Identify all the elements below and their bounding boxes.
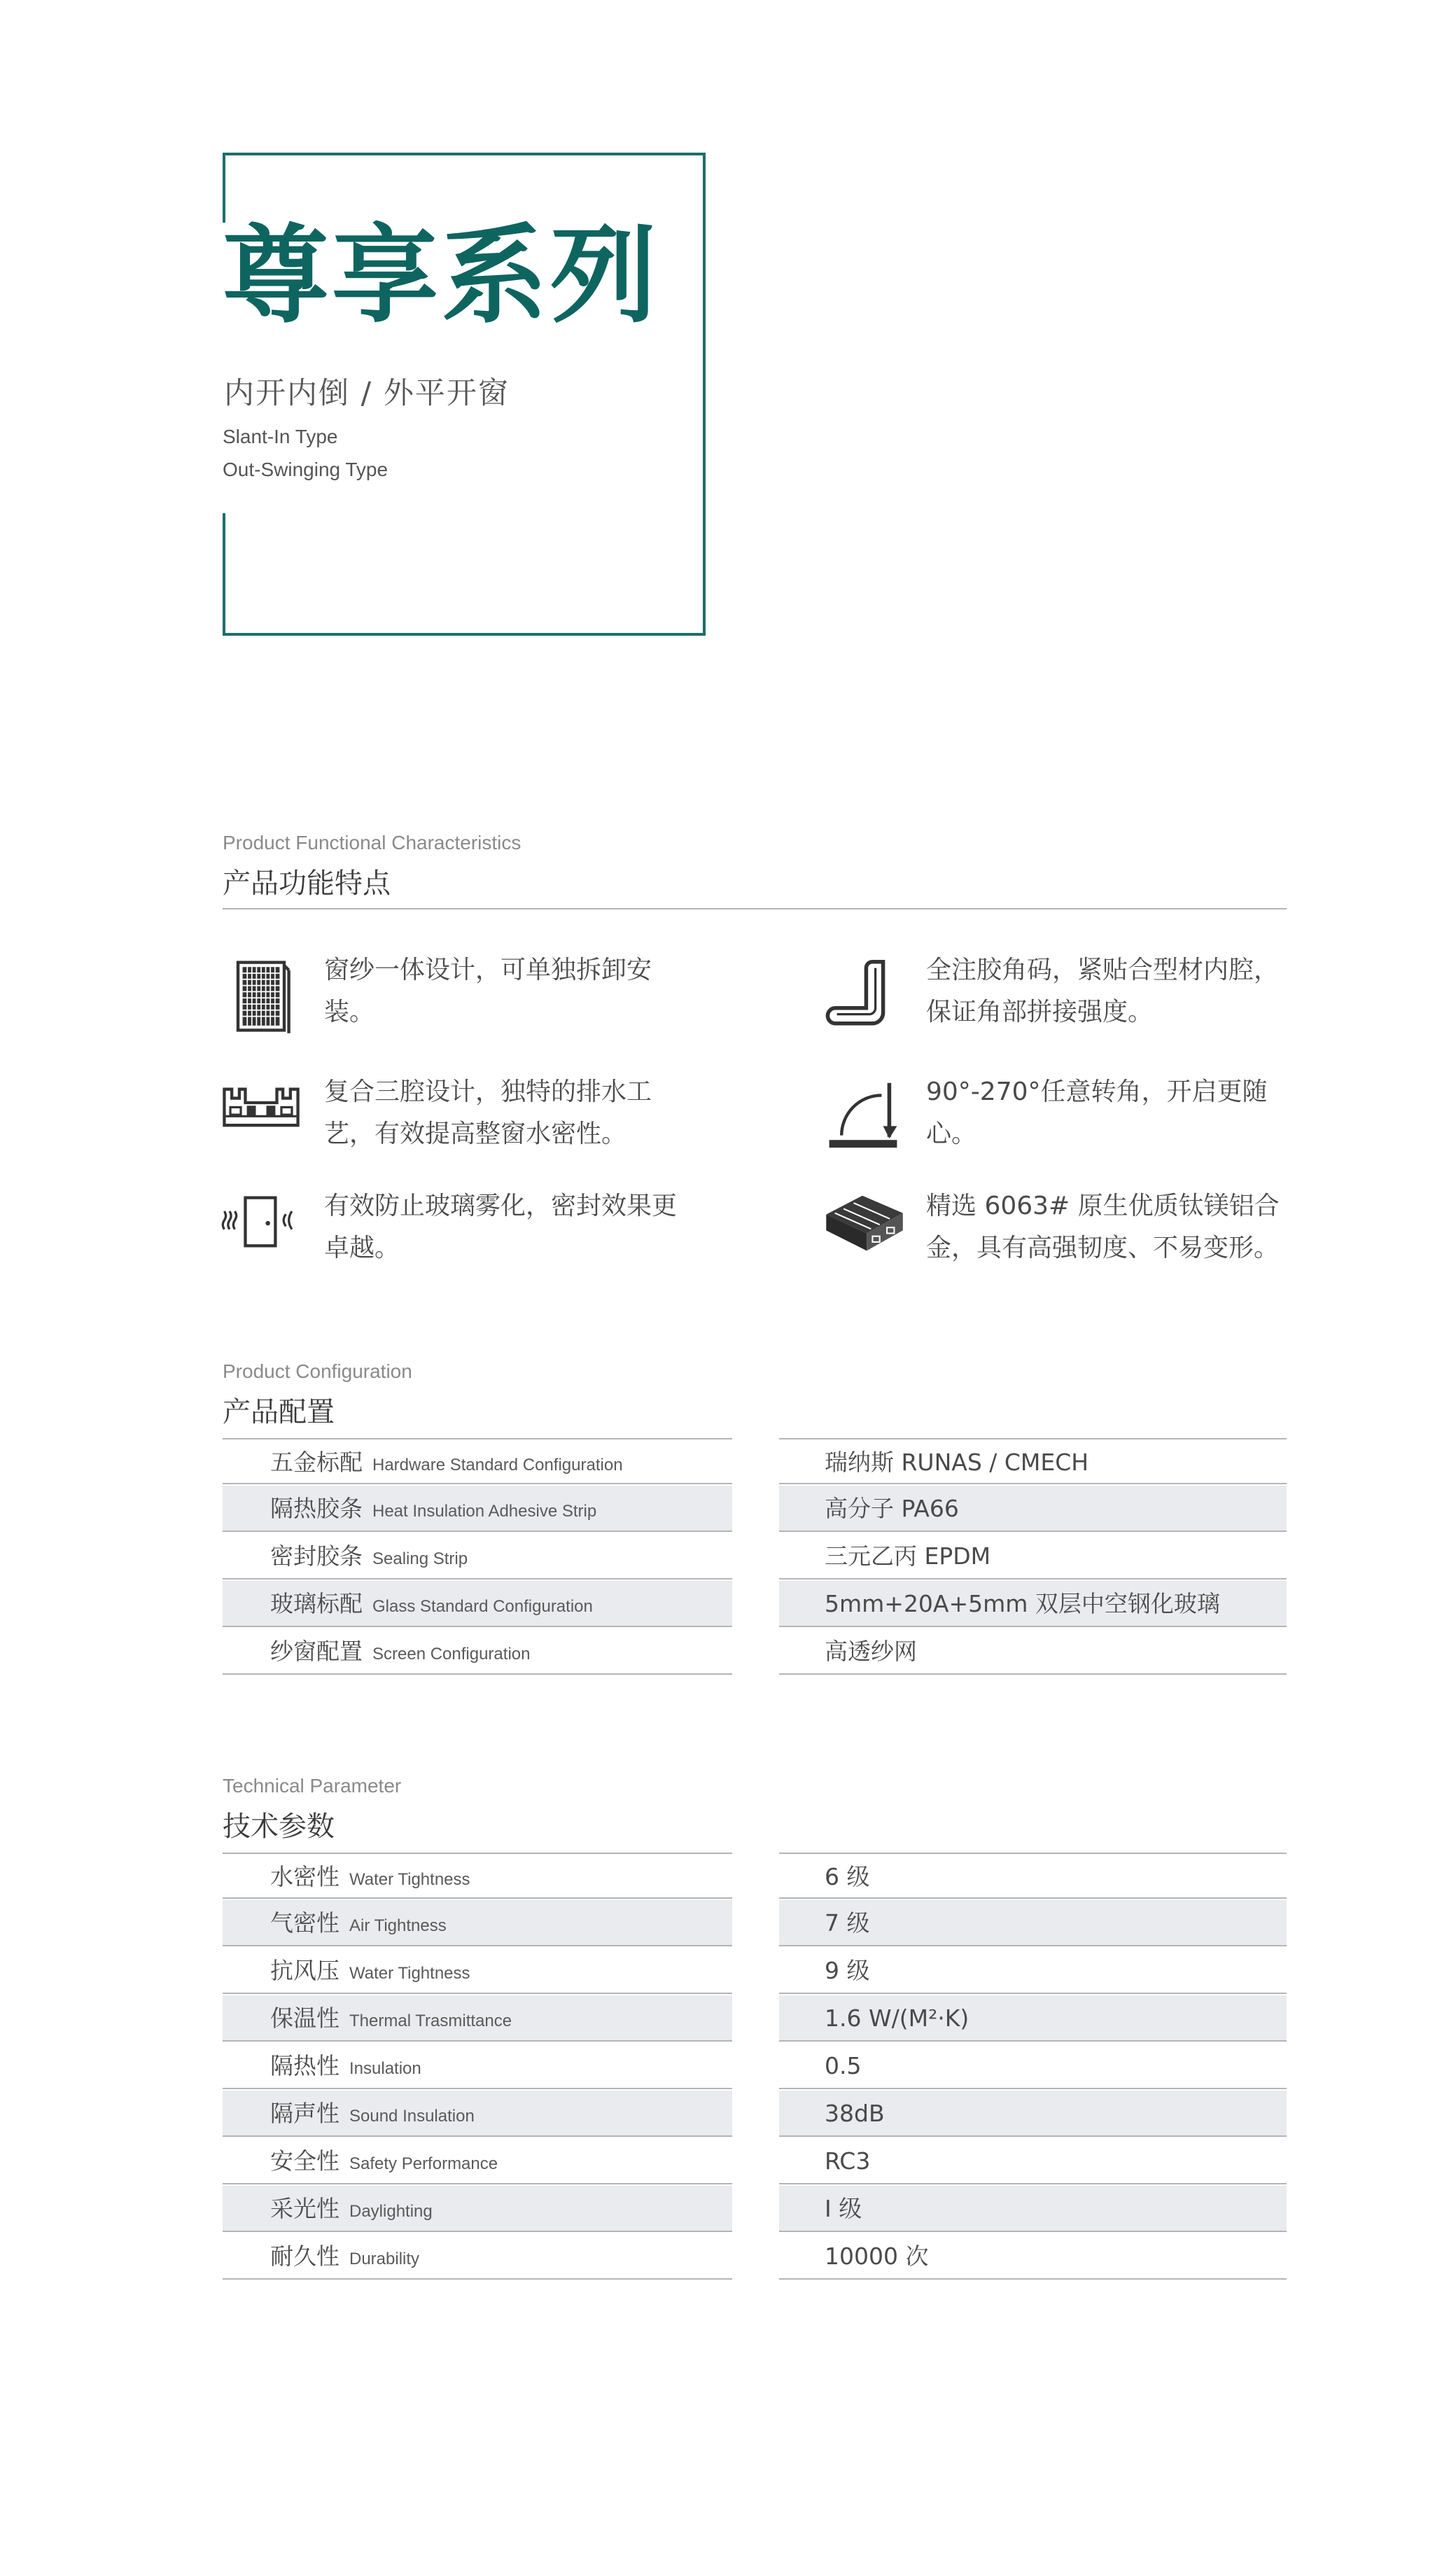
tech-value: 38dB: [825, 2100, 885, 2127]
series-title: 尊享系列: [223, 214, 659, 337]
config-row-glass: [223, 1581, 1287, 1627]
tech-row-water-tightness: [223, 1853, 1287, 1899]
feature-text: 有效防止玻璃雾化，密封效果更 卓越。: [324, 1192, 678, 1262]
configuration-title-cn: 产品配置: [223, 1396, 335, 1428]
tech-value: RC3: [825, 2147, 871, 2175]
config-row-hardware: [223, 1438, 1287, 1484]
anti-fog-door-icon: [220, 1183, 302, 1260]
config-value: 瑞纳斯 RUNAS / CMECH: [825, 1449, 1089, 1476]
config-value: 5mm+20A+5mm 双层中空钢化玻璃: [825, 1590, 1220, 1617]
aluminum-profile-icon: [820, 1183, 907, 1260]
tech-row-air-tightness: [223, 1900, 1287, 1946]
three-cavity-profile-icon: [220, 1064, 302, 1141]
tech-value: 9 级: [825, 1957, 870, 1984]
features-title-en: Product Functional Characteristics: [223, 832, 522, 853]
config-label: 密封胶条 Sealing Strip: [270, 1542, 468, 1570]
tech-value: 1.6 W/(M²·K): [825, 2004, 969, 2032]
tech-label: 耐久性 Durability: [270, 2243, 420, 2270]
corner-joint-icon: [825, 956, 902, 1033]
config-row-screen: [223, 1629, 1287, 1675]
tech-value: 6 级: [825, 1863, 870, 1890]
feature-text: 精选 6063# 原生优质钛镁铝合 金，具有高强韧度、不易变形。: [926, 1192, 1280, 1262]
features-divider: [223, 908, 1287, 909]
series-type-en-2: Out-Swinging Type: [223, 459, 388, 480]
features-title-cn: 产品功能特点: [223, 867, 391, 900]
configuration-title-en: Product Configuration: [223, 1360, 412, 1382]
screen-window-icon: [223, 958, 300, 1035]
tech-row-durability: [223, 2233, 1287, 2280]
technical-title-cn: 技术参数: [223, 1811, 335, 1843]
tech-label: 抗风压 Water Tightness: [270, 1957, 470, 1984]
tech-label: 气密性 Air Tightness: [270, 1909, 447, 1937]
tech-row-daylighting: [223, 2186, 1287, 2232]
tech-row-sound: [223, 2091, 1287, 2137]
config-label: 五金标配 Hardware Standard Configuration: [270, 1449, 623, 1476]
tech-row-insulation: [223, 2043, 1287, 2089]
config-label: 隔热胶条 Heat Insulation Adhesive Strip: [270, 1495, 597, 1522]
series-subtitle: 内开内倒 / 外平开窗: [224, 376, 510, 411]
feature-text: 复合三腔设计，独特的排水工 艺，有效提高整窗水密性。: [324, 1078, 652, 1148]
config-row-insulation-strip: [223, 1486, 1287, 1532]
config-label: 玻璃标配 Glass Standard Configuration: [270, 1590, 593, 1617]
feature-text: 窗纱一体设计，可单独拆卸安 装。: [324, 956, 652, 1026]
tech-value: 10000 次: [825, 2243, 929, 2270]
tech-label: 隔声性 Sound Insulation: [270, 2100, 475, 2127]
technical-title-en: Technical Parameter: [223, 1775, 402, 1797]
series-type-en-1: Slant-In Type: [223, 426, 338, 447]
tech-label: 采光性 Daylighting: [270, 2195, 433, 2222]
tech-value: 7 级: [825, 1909, 870, 1937]
tech-value: I 级: [825, 2195, 862, 2222]
config-value: 高分子 PA66: [825, 1495, 959, 1522]
tech-label: 隔热性 Insulation: [270, 2052, 421, 2079]
tech-label: 保温性 Thermal Trasmittance: [270, 2004, 512, 2032]
angle-rotation-icon: [825, 1077, 902, 1154]
tech-label: 水密性 Water Tightness: [270, 1863, 470, 1890]
config-value: 高透纱网: [825, 1638, 917, 1665]
tech-value: 0.5: [825, 2052, 862, 2079]
tech-row-wind-pressure: [223, 1948, 1287, 1994]
config-row-sealing-strip: [223, 1533, 1287, 1580]
tech-row-safety: [223, 2138, 1287, 2184]
tech-label: 安全性 Safety Performance: [270, 2147, 498, 2175]
feature-text: 90°-270°任意转角，开启更随 心。: [926, 1078, 1268, 1148]
config-label: 纱窗配置 Screen Configuration: [270, 1638, 531, 1665]
tech-row-thermal: [223, 1995, 1287, 2042]
feature-text: 全注胶角码，紧贴合型材内腔， 保证角部拼接强度。: [926, 956, 1280, 1026]
config-value: 三元乙丙 EPDM: [825, 1542, 991, 1570]
